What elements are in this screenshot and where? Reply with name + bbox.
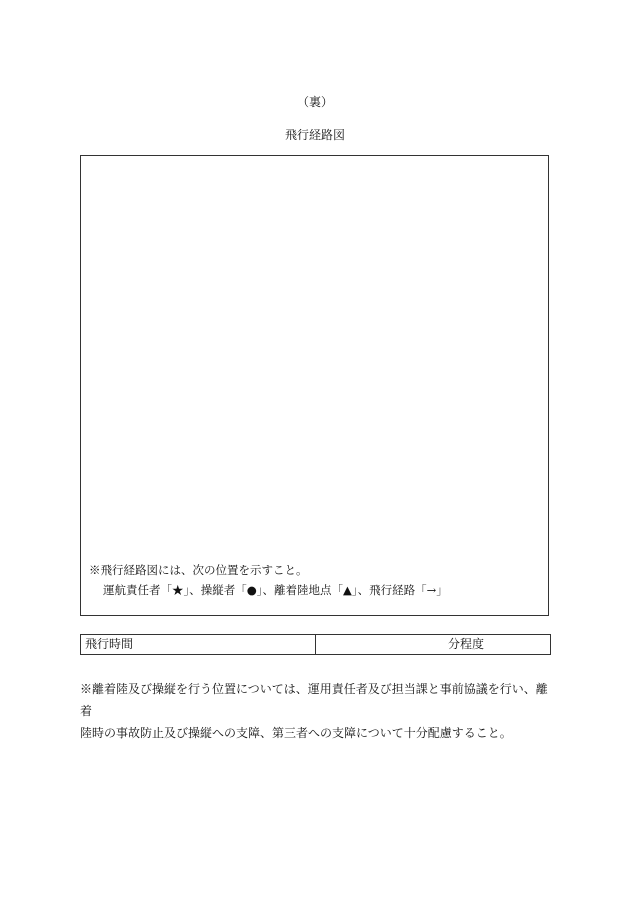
flight-time-label: 飛行時間 — [81, 635, 316, 654]
route-diagram-instructions — [89, 560, 448, 600]
footnote-line-1: ※離着陸及び操縦を行う位置については、運用責任者及び担当課と事前協議を行い、離着 — [80, 682, 548, 718]
page-side-label: （裏） — [296, 95, 333, 109]
route-note-line-1: ※飛行経路図には、次の位置を示すこと。 — [89, 563, 308, 577]
flight-time-table — [80, 634, 551, 655]
footnote — [80, 678, 555, 744]
flight-time-value-field[interactable]: 分程度 — [447, 637, 484, 651]
flight-route-diagram-box[interactable] — [80, 155, 549, 616]
document-title: 飛行経路図 — [284, 128, 345, 142]
route-note-line-2: 運航責任者「★」、操縦者「●」、離着陸地点「▲」、飛行経路「→」 — [103, 583, 448, 597]
footnote-line-2: 陸時の事故防止及び操縦への支障、第三者への支障について十分配慮すること。 — [80, 726, 512, 740]
